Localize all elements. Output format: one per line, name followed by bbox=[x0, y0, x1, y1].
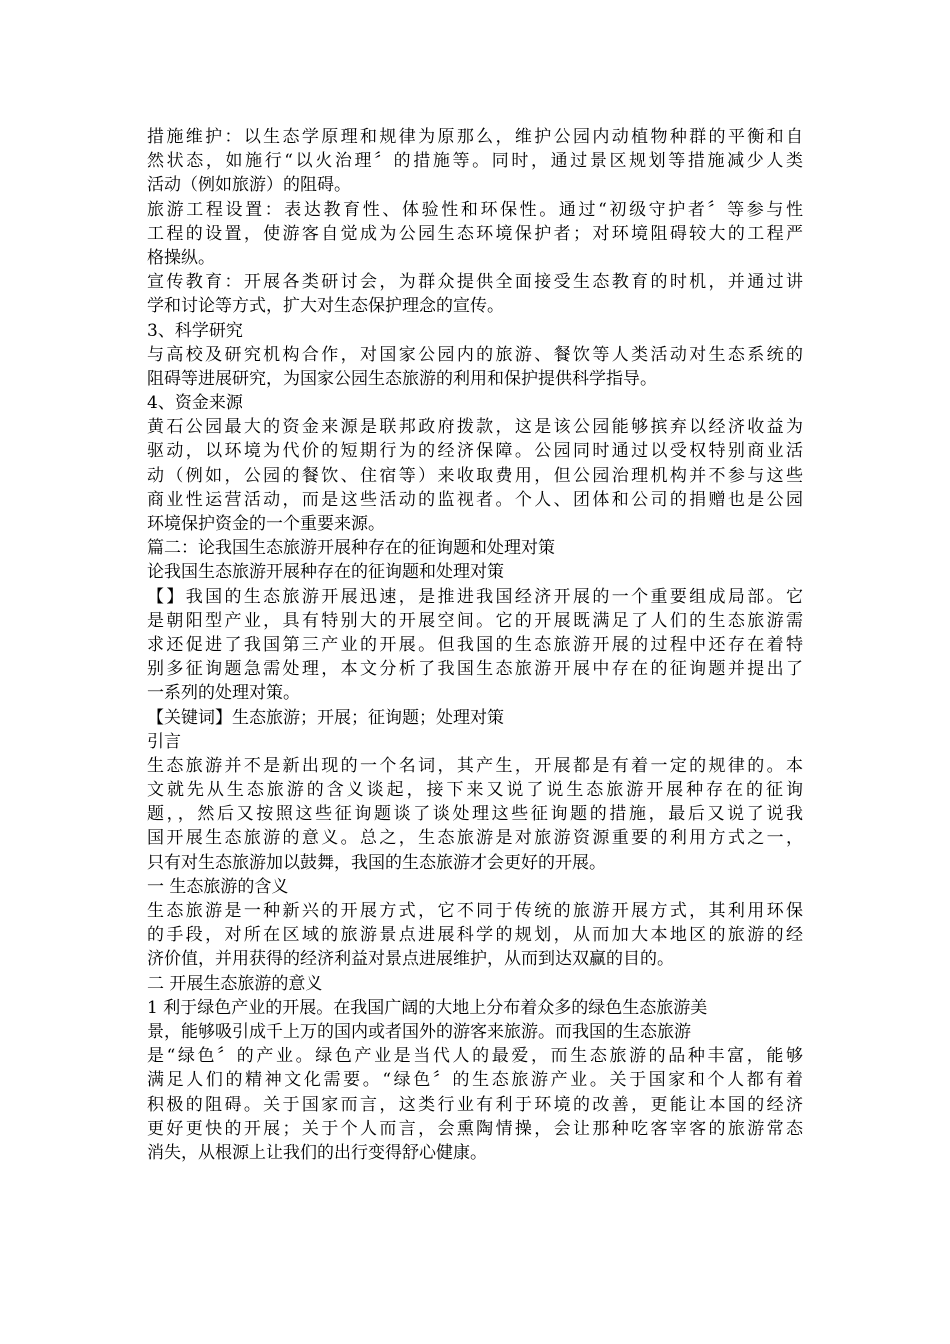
text-line: 工程的设置，使游客自觉成为公园生态环境保护者；对环境阻碍较大的工程严 bbox=[147, 223, 803, 244]
text-line: 消失，从根源上让我们的出行变得舒心健康。 bbox=[147, 1142, 487, 1163]
text-line: 一 生态旅游的含义 bbox=[147, 876, 289, 897]
text-line: 4、资金来源 bbox=[147, 393, 243, 414]
text-line: 措施维护：以生态学原理和规律为原那么，维护公园内动植物种群的平衡和自 bbox=[147, 127, 803, 147]
text-line: 活动（例如旅游）的阻碍。 bbox=[147, 175, 351, 196]
text-line: 满足人们的精神文化需要。“绿色〞的生态旅游产业。关于国家和个人都有着 bbox=[147, 1070, 803, 1091]
text-line: 二 开展生态旅游的意义 bbox=[147, 973, 323, 994]
text-line: 环境保护资金的一个重要来源。 bbox=[147, 514, 385, 534]
document-page bbox=[147, 125, 803, 1165]
text-line: 驱动，以环境为代价的短期行为的经济保障。公园同时通过以受权特别商业活 bbox=[147, 441, 803, 462]
text-line: 一系列的处理对策。 bbox=[147, 683, 300, 704]
text-line: 别多征询题急需处理，本文分析了我国生态旅游开展中存在的征询题并提出了 bbox=[147, 659, 803, 680]
text-line: 国开展生态旅游的意义。总之，生态旅游是对旅游资源重要的利用方式之一， bbox=[147, 828, 803, 849]
text-line: 生态旅游是一种新兴的开展方式，它不同于传统的旅游开展方式，其利用环保 bbox=[147, 901, 803, 921]
text-line: 然状态，如施行“以火治理〞的措施等。同时，通过景区规划等措施减少人类 bbox=[147, 151, 803, 172]
text-line: 格操纵。 bbox=[147, 247, 215, 268]
text-line: 商业性运营活动，而是这些活动的监视者。个人、团体和公司的捐赠也是公园 bbox=[147, 489, 803, 510]
text-line: 学和讨论等方式，扩大对生态保护理念的宣传。 bbox=[147, 296, 504, 317]
text-line: 的手段，对所在区域的旅游景点进展科学的规划，从而加大本地区的旅游的经 bbox=[147, 925, 803, 946]
text-line: 旅游工程设置：表达教育性、体验性和环保性。通过“初级守护者〞等参与性 bbox=[147, 199, 803, 220]
text-line: 【关键词】生态旅游；开展；征询题；处理对策 bbox=[147, 707, 504, 728]
text-line: 1 利于绿色产业的开展。在我国广阔的大地上分布着众多的绿色生态旅游美 bbox=[147, 997, 708, 1018]
text-line: 文就先从生态旅游的含义谈起，接下来又说了说生态旅游开展种存在的征询 bbox=[147, 780, 803, 801]
text-line: 【】我国的生态旅游开展迅速，是推进我国经济开展的一个重要组成局部。它 bbox=[147, 586, 803, 607]
text-line: 景，能够吸引成千上万的国内或者国外的游客来旅游。而我国的生态旅游 bbox=[147, 1021, 691, 1042]
text-line: 题，，然后又按照这些征询题谈了谈处理这些征询题的措施，最后又说了说我 bbox=[147, 804, 803, 825]
text-line: 黄石公园最大的资金来源是联邦政府拨款，这是该公园能够摈弃以经济收益为 bbox=[147, 417, 803, 438]
text-line: 3、科学研究 bbox=[147, 320, 243, 341]
text-line: 动（例如，公园的餐饮、住宿等）来收取费用，但公园治理机构并不参与这些 bbox=[147, 465, 803, 486]
text-line: 更好更快的开展；关于个人而言，会熏陶情操，会让那种吃客宰客的旅游常态 bbox=[147, 1118, 803, 1139]
text-line: 积极的阻碍。关于国家而言，这类行业有利于环境的改善，更能让本国的经济 bbox=[147, 1094, 803, 1115]
text-line: 篇二：论我国生态旅游开展种存在的征询题和处理对策 bbox=[147, 538, 555, 559]
text-line: 生态旅游并不是新出现的一个名词，其产生，开展都是有着一定的规律的。本 bbox=[147, 755, 803, 776]
text-line: 阻碍等进展研究，为国家公园生态旅游的利用和保护提供科学指导。 bbox=[147, 368, 657, 389]
text-line: 只有对生态旅游加以鼓舞，我国的生态旅游才会更好的开展。 bbox=[147, 852, 606, 873]
text-line: 与高校及研究机构合作，对国家公园内的旅游、餐饮等人类活动对生态系统的 bbox=[147, 344, 803, 365]
text-line: 引言 bbox=[147, 731, 181, 752]
text-line: 宣传教育：开展各类研讨会，为群众提供全面接受生态教育的时机，并通过讲 bbox=[147, 272, 803, 293]
text-line: 是朝阳型产业，具有特别大的开展空间。它的开展既满足了人们的生态旅游需 bbox=[147, 610, 803, 631]
text-line: 是“绿色〞的产业。绿色产业是当代人的最爱，而生态旅游的品种丰富，能够 bbox=[147, 1046, 803, 1067]
text-line: 济价值，并用获得的经济利益对景点进展维护，从而到达双赢的目的。 bbox=[147, 949, 674, 970]
text-line: 论我国生态旅游开展种存在的征询题和处理对策 bbox=[147, 562, 504, 583]
text-line: 求还促进了我国第三产业的开展。但我国的生态旅游开展的过程中还存在着特 bbox=[147, 634, 803, 655]
